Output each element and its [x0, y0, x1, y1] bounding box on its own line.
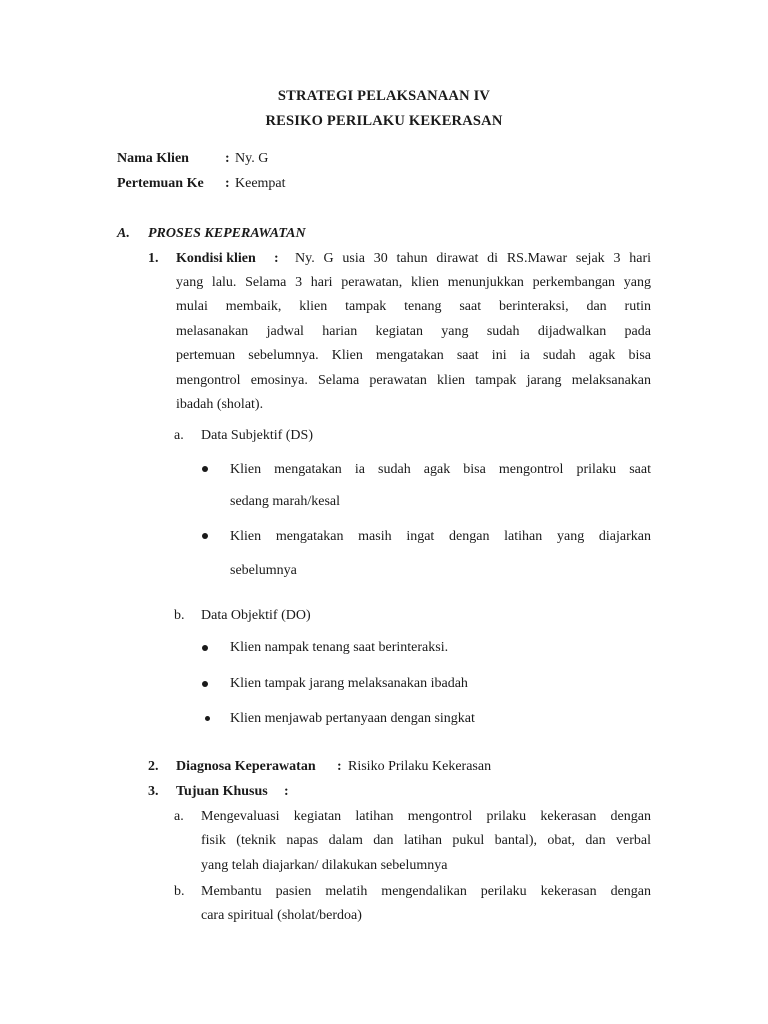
item2-number: 2. — [148, 759, 159, 774]
bullet-line: Klien mengatakan masih ingat dengan latihan yang diajarkan — [230, 529, 651, 544]
bullet-icon — [205, 716, 210, 721]
paragraph-line: yang telah diajarkan/ dilakukan sebelumnya — [201, 857, 448, 873]
ds-bullet-1-cont: sedang marah/kesal — [230, 494, 341, 509]
bullet-icon — [202, 466, 208, 472]
document-subtitle: RESIKO PERILAKU KEKERASAN — [265, 113, 503, 129]
bullet-line: Klien mengatakan ia sudah agak bisa mengontrol prilaku saat — [230, 462, 651, 477]
item1-separator: : — [274, 251, 279, 266]
paragraph-line: mulai membaik, klien tampak tenang saat berinteraksi, dan rutin — [176, 299, 651, 315]
ds-bullet-1 — [230, 458, 651, 482]
meeting-value: Keempat — [235, 176, 286, 191]
goal-a-paragraph — [201, 805, 651, 878]
bullet-icon — [202, 645, 208, 651]
client-name-value: Ny. G — [235, 151, 269, 166]
client-name-separator: : — [225, 151, 230, 166]
goal-b-paragraph — [201, 880, 651, 929]
item1-label: Kondisi klien — [176, 251, 256, 266]
bullet-icon — [202, 681, 208, 687]
item2-separator: : — [337, 759, 342, 774]
item3-number: 3. — [148, 784, 159, 799]
item1-paragraph-first-line — [295, 247, 651, 271]
paragraph-line: Membantu pasien melatih mengendalikan perilaku kekerasan dengan — [201, 884, 651, 899]
document-title: STRATEGI PELAKSANAAN IV — [277, 88, 491, 104]
paragraph-line: ibadah (sholat). — [176, 396, 264, 412]
paragraph-line: fisik (teknik napas dalam dan latihan pukul bantal), obat, dan verbal — [201, 833, 651, 849]
item3-label: Tujuan Khusus — [176, 784, 268, 799]
client-name-label: Nama Klien — [117, 151, 189, 166]
paragraph-line: pertemuan sebelumnya. Klien mengatakan saat ini ia sudah agak bisa — [176, 348, 651, 364]
ds-label: Data Subjektif (DS) — [201, 428, 313, 443]
item2-label: Diagnosa Keperawatan — [176, 759, 316, 774]
ds-bullet-2 — [230, 525, 651, 549]
diagnosis-value: Risiko Prilaku Kekerasan — [348, 759, 492, 774]
do-bullet-3: Klien menjawab pertanyaan dengan singkat — [230, 711, 475, 726]
bullet-icon — [202, 533, 208, 539]
section-a-heading: PROSES KEPERAWATAN — [148, 226, 306, 241]
do-marker: b. — [174, 608, 185, 623]
meeting-separator: : — [225, 176, 230, 191]
item1-number: 1. — [148, 251, 159, 266]
ds-marker: a. — [174, 428, 184, 443]
paragraph-line: Mengevaluasi kegiatan latihan mengontrol prilaku kekerasan dengan — [201, 809, 651, 824]
paragraph-line: yang lalu. Selama 3 hari perawatan, klien menunjukkan perkembangan yang — [176, 275, 651, 290]
do-label: Data Objektif (DO) — [201, 608, 311, 623]
paragraph-line: mengontrol emosinya. Selama perawatan klien tampak jarang melaksanakan — [176, 372, 651, 388]
paragraph-line: melasanakan jadwal harian kegiatan yang sudah dijadwalkan pada — [176, 323, 651, 339]
goal-a-marker: a. — [174, 809, 184, 824]
paragraph-line: Ny. G usia 30 tahun dirawat di RS.Mawar sejak 3 hari — [295, 251, 651, 266]
paragraph-line: cara spiritual (sholat/berdoa) — [201, 908, 362, 924]
section-a-marker: A. — [117, 226, 130, 241]
do-bullet-2: Klien tampak jarang melaksanakan ibadah — [230, 676, 468, 691]
do-bullet-1: Klien nampak tenang saat berinteraksi. — [230, 640, 449, 655]
meeting-label: Pertemuan Ke — [117, 176, 204, 191]
item1-paragraph — [176, 271, 651, 417]
item3-separator: : — [284, 784, 289, 799]
ds-bullet-2-cont: sebelumnya — [230, 563, 297, 578]
goal-b-marker: b. — [174, 884, 185, 899]
